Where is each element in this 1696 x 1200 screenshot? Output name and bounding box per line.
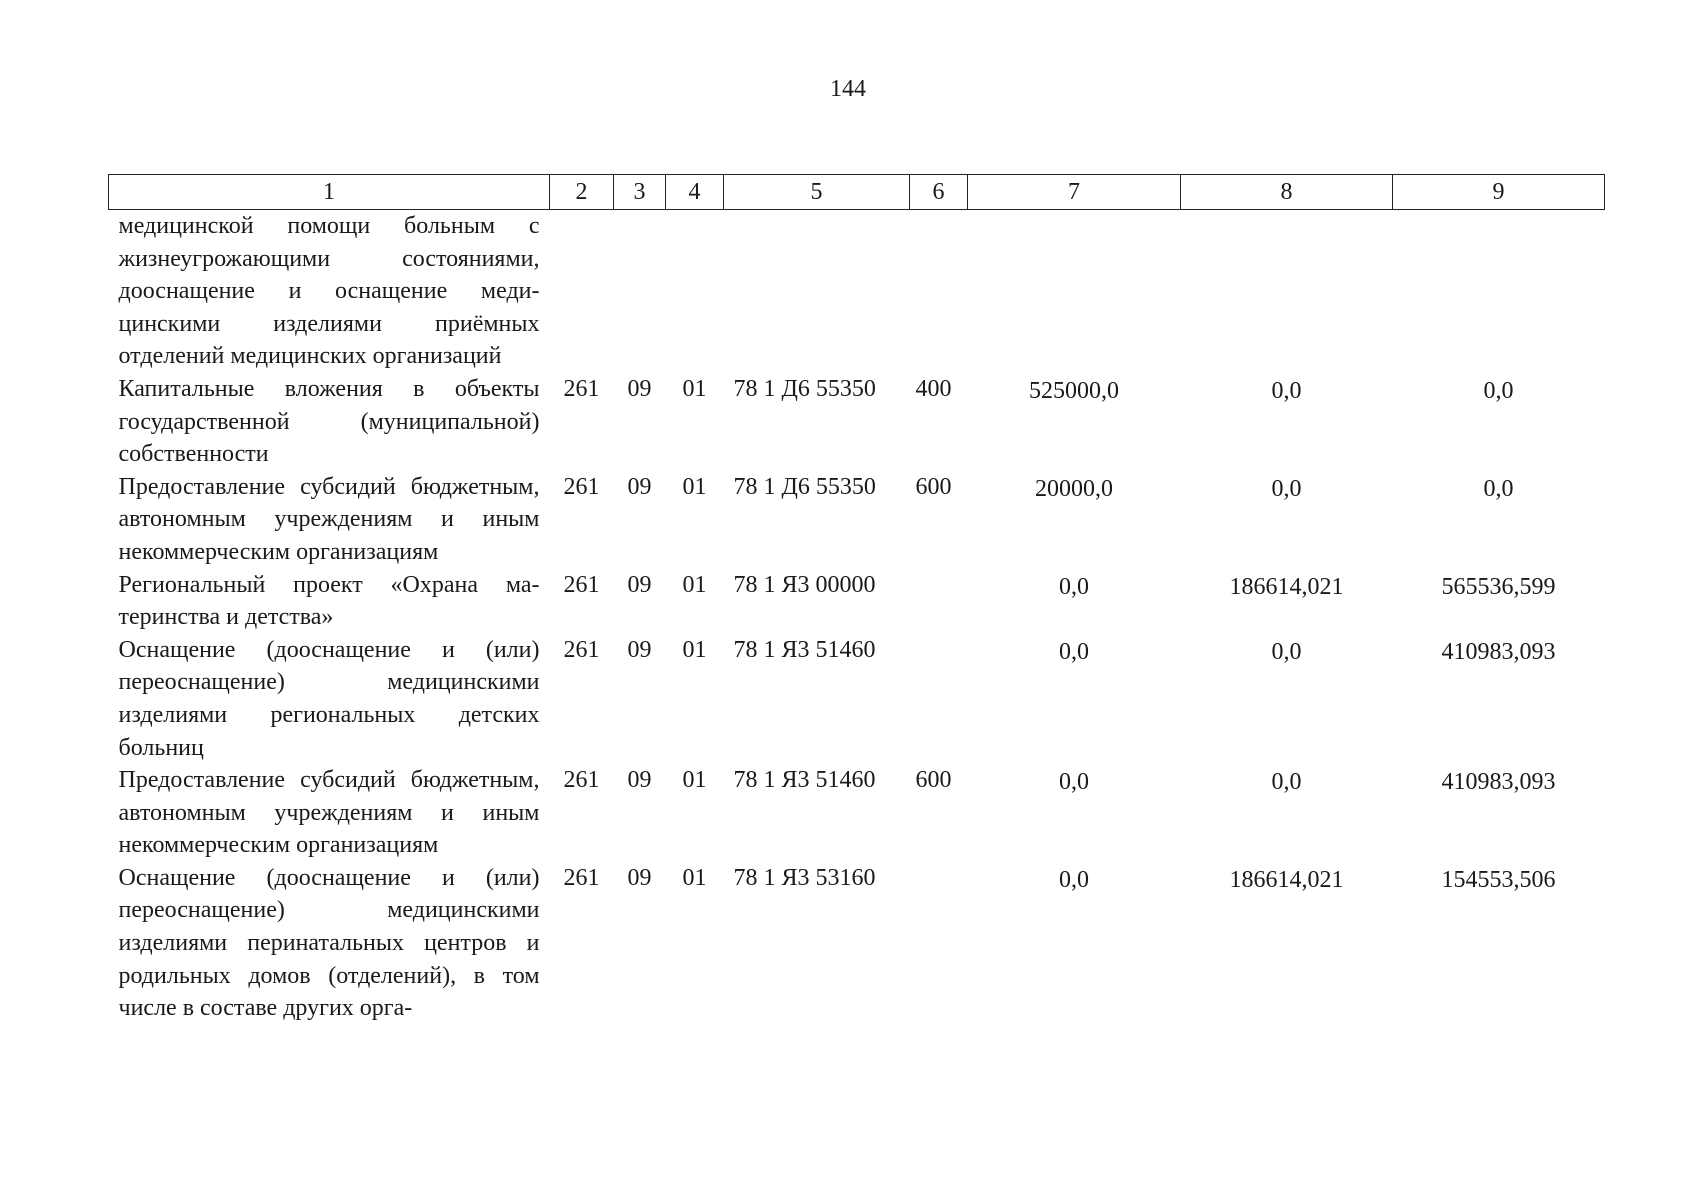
header-col-6: 6 [910,175,968,210]
row-target-article: 78 1 Я3 51460 [733,636,876,663]
row-amount-col-8: 0,0 [1271,638,1302,665]
table-row [109,764,1605,862]
row-expense-type [910,569,968,634]
header-col-2: 2 [550,175,614,210]
row-section: 09 [627,767,652,794]
row-amount-col-9: 154553,506 [1441,866,1556,893]
row-amount-col-8: 186614,021 [1229,866,1344,893]
row-admin-code: 261 [563,636,600,663]
row-section: 09 [627,864,652,891]
row-amount-col-8: 0,0 [1271,475,1302,502]
budget-table [108,174,1605,1025]
header-col-8: 8 [1181,175,1393,210]
row-section: 09 [627,375,652,402]
row-subsection: 01 [682,864,707,891]
row-subsection: 01 [682,571,707,598]
row-target-article [724,210,910,373]
table-body [109,210,1605,1025]
row-amount-col-7: 20000,0 [1035,475,1113,502]
row-section: 09 [627,571,652,598]
row-amount-col-8 [1181,210,1393,373]
header-col-4: 4 [666,175,724,210]
row-amount-col-9: 0,0 [1483,377,1514,404]
header-col-1: 1 [109,175,550,210]
page-number: 144 [830,76,866,102]
row-amount-col-9: 565536,599 [1441,573,1556,600]
row-admin-code: 261 [563,473,600,500]
row-expense-type [910,634,968,764]
row-name: Капитальные вложения в объекты государственной (муниципальной) собственности [118,375,540,468]
row-expense-type: 400 [915,375,952,402]
row-name: Региональный проект «Охрана материнства и детства» [118,571,540,631]
row-name: Оснащение (дооснащение и (или) переоснащение) медицинскими изделиями региональных детских больниц [118,636,540,761]
row-subsection: 01 [682,375,707,402]
table-row [109,210,1605,373]
header-col-7: 7 [968,175,1181,210]
row-target-article: 78 1 Я3 51460 [733,767,876,794]
row-section: 09 [627,473,652,500]
row-admin-code: 261 [563,864,600,891]
row-name: Предоставление субсидий бюджетным, автономным учреждениям и иным некоммерческим организациям [118,473,540,565]
row-admin-code [550,210,614,373]
row-admin-code: 261 [563,375,600,402]
row-expense-type: 600 [915,473,952,500]
row-admin-code: 261 [563,571,600,598]
row-amount-col-8: 186614,021 [1229,573,1344,600]
row-subsection [666,210,724,373]
row-name: медицинской помощи больным с жизнеугрожающими состояниями, дооснащение и оснащение медицинскими изделиями приёмных отделений медицинских организаций [118,213,540,370]
row-target-article: 78 1 Д6 55350 [733,473,876,500]
row-target-article: 78 1 Я3 00000 [733,571,876,598]
row-amount-col-7 [968,210,1181,373]
row-amount-col-9: 0,0 [1483,475,1514,502]
row-amount-col-7: 0,0 [1059,573,1089,600]
row-expense-type [910,862,968,1025]
table-header [109,175,1605,210]
header-row [109,175,1605,210]
row-target-article: 78 1 Я3 53160 [733,864,876,891]
header-col-3: 3 [614,175,666,210]
row-subsection: 01 [682,636,707,663]
row-amount-col-9 [1393,210,1605,373]
row-section [614,210,666,373]
header-col-5: 5 [724,175,910,210]
row-subsection: 01 [682,767,707,794]
row-section: 09 [627,636,652,663]
table-row [109,569,1605,634]
table-row [109,634,1605,764]
row-name: Предоставление субсидий бюджетным, автономным учреждениям и иным некоммерческим организациям [118,767,540,859]
table-row [109,471,1605,569]
row-subsection: 01 [682,473,707,500]
row-amount-col-8: 0,0 [1271,769,1302,796]
row-amount-col-7: 525000,0 [1029,377,1119,404]
row-name: Оснащение (дооснащение и (или) переоснащение) медицинскими изделиями перинатальных центров и родильных домов (отделений), в том числе в составе других орга- [118,864,540,1022]
row-admin-code: 261 [563,767,600,794]
row-amount-col-9: 410983,093 [1441,769,1556,796]
row-amount-col-9: 410983,093 [1441,638,1556,665]
row-expense-type: 600 [915,767,952,794]
table-row [109,373,1605,471]
table-row [109,862,1605,1025]
header-col-9: 9 [1393,175,1605,210]
row-amount-col-7: 0,0 [1059,866,1089,893]
row-amount-col-7: 0,0 [1059,638,1089,665]
row-target-article: 78 1 Д6 55350 [733,375,876,402]
row-expense-type [910,210,968,373]
row-amount-col-7: 0,0 [1059,769,1089,796]
row-amount-col-8: 0,0 [1271,377,1302,404]
